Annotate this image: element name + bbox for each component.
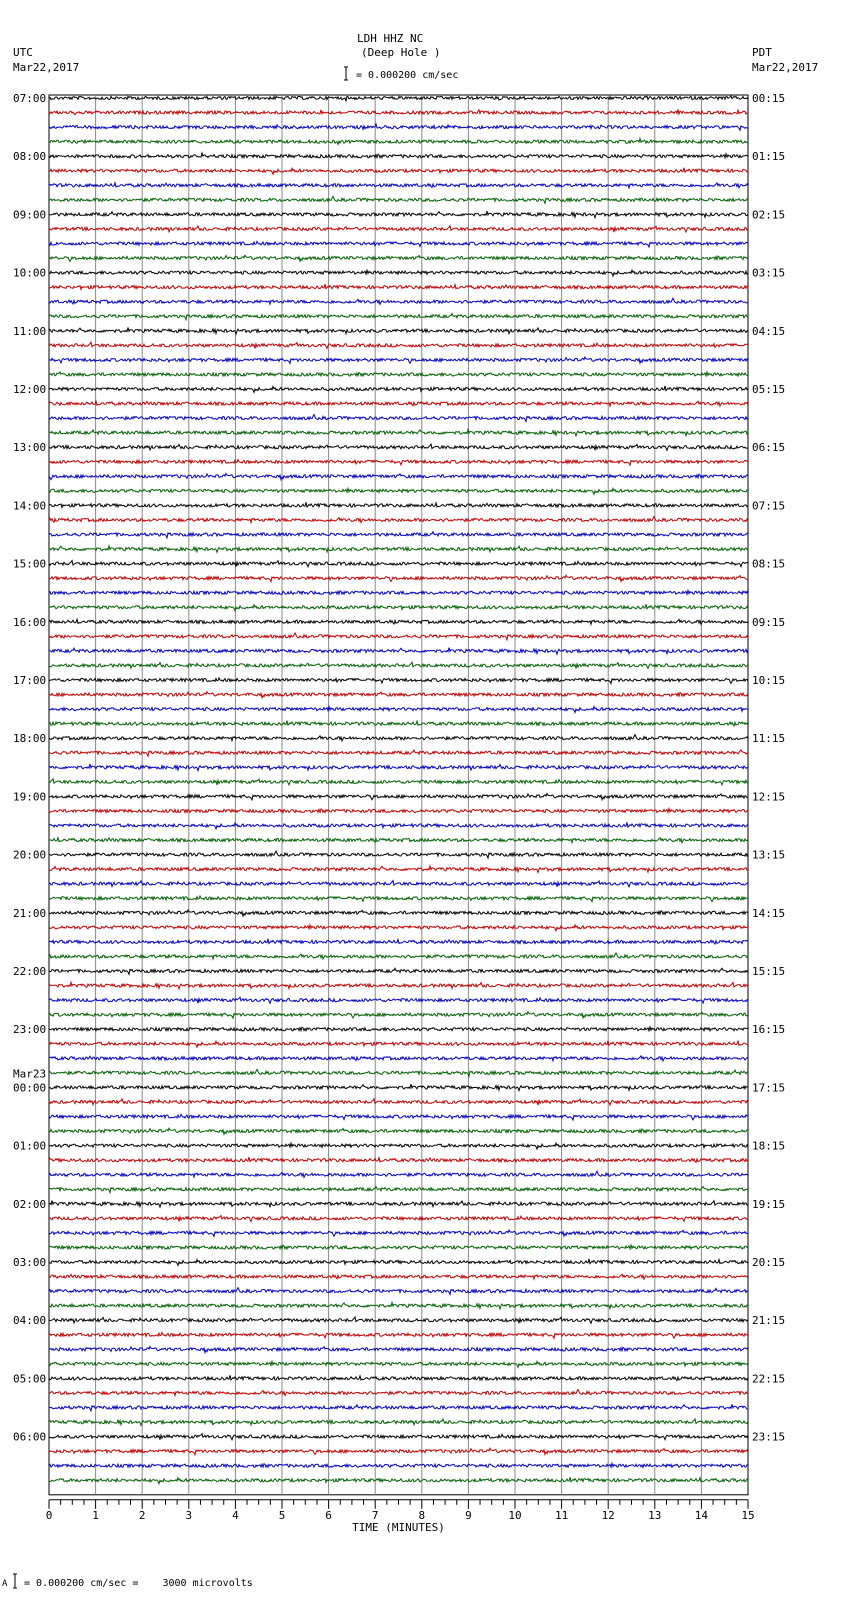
right-hour-label: 20:15	[752, 1256, 786, 1269]
trace-line	[49, 314, 748, 320]
trace-line	[49, 982, 748, 989]
footer-scale-prefix: A	[2, 1579, 8, 1589]
trace-line	[49, 692, 748, 698]
right-timezone: PDT	[752, 46, 772, 59]
scale-bars	[13, 67, 348, 1588]
trace-line	[49, 183, 748, 188]
trace-line	[49, 707, 748, 713]
trace-line	[49, 241, 748, 247]
plot-grid	[49, 95, 748, 1495]
trace-line	[49, 561, 748, 567]
right-hour-label: 18:15	[752, 1139, 786, 1153]
trace-line	[49, 401, 748, 406]
trace-line	[49, 124, 748, 130]
trace-line	[49, 779, 748, 785]
right-hour-label: 14:15	[752, 906, 786, 920]
trace-line	[49, 590, 748, 594]
trace-line	[49, 750, 748, 756]
trace-line	[49, 968, 748, 974]
left-hour-label: 20:00	[13, 848, 47, 862]
trace-line	[49, 881, 748, 887]
trace-line	[49, 1114, 748, 1120]
x-tick-label: 9	[465, 1508, 472, 1522]
trace-line	[49, 1230, 748, 1236]
right-hour-label: 01:15	[752, 150, 786, 164]
left-hour-label: 16:00	[13, 615, 47, 629]
left-hour-label: 04:00	[13, 1314, 47, 1328]
trace-line	[49, 139, 748, 145]
left-date: Mar22,2017	[13, 61, 80, 74]
left-hour-label: 21:00	[13, 906, 47, 920]
trace-line	[49, 1128, 748, 1134]
right-hour-label: 00:15	[752, 92, 786, 105]
left-hour-label: 17:00	[13, 674, 47, 687]
trace-line	[49, 953, 748, 959]
trace-line	[49, 1245, 748, 1249]
trace-line	[49, 1288, 748, 1295]
trace-line	[49, 735, 748, 741]
trace-line	[49, 1259, 748, 1266]
left-hour-label: 10:00	[13, 266, 47, 280]
trace-line	[49, 1099, 748, 1105]
left-hour-label: 18:00	[13, 732, 47, 746]
trace-line	[49, 488, 748, 494]
right-hour-label: 02:15	[752, 208, 786, 222]
x-axis	[46, 1500, 755, 1534]
trace-line	[49, 851, 748, 858]
left-hour-label: 07:00	[13, 92, 47, 105]
right-hour-label: 19:15	[752, 1197, 786, 1211]
trace-line	[49, 1361, 748, 1367]
trace-line	[49, 1056, 748, 1061]
trace-line	[49, 1143, 748, 1149]
right-hour-label: 11:15	[752, 732, 786, 746]
trace-line	[49, 386, 748, 393]
trace-line	[49, 517, 748, 523]
right-hour-label: 13:15	[752, 848, 786, 862]
left-hour-label: 22:00	[13, 965, 47, 978]
trace-line	[49, 1390, 748, 1396]
trace-line	[49, 910, 748, 916]
trace-line	[49, 678, 748, 684]
trace-line	[49, 721, 748, 726]
trace-line	[49, 1347, 748, 1353]
left-hour-label: 08:00	[13, 150, 47, 164]
left-hour-label: 19:00	[13, 790, 47, 804]
trace-line	[49, 372, 748, 376]
trace-line	[49, 809, 748, 813]
left-hour-label: 14:00	[13, 499, 47, 513]
trace-line	[49, 1375, 748, 1380]
trace-line	[49, 648, 748, 655]
scale-label: = 0.000200 cm/sec	[356, 70, 459, 81]
left-hour-label: 15:00	[13, 557, 47, 571]
x-tick-label: 10	[508, 1508, 522, 1522]
trace-line	[49, 196, 748, 203]
trace-line	[49, 255, 748, 261]
trace-line	[49, 1012, 748, 1018]
x-tick-label: 3	[185, 1508, 193, 1522]
trace-line	[49, 357, 748, 363]
trace-line	[49, 1069, 748, 1076]
right-hour-label: 17:15	[752, 1081, 786, 1095]
left-hour-label: 13:00	[13, 441, 47, 455]
x-tick-label: 6	[325, 1508, 332, 1522]
trace-line	[49, 1419, 748, 1425]
trace-line	[49, 546, 748, 553]
right-hour-label: 05:15	[752, 383, 786, 396]
right-hour-label: 04:15	[752, 324, 786, 338]
station-title: LDH HHZ NC	[357, 32, 424, 45]
right-hour-label: 03:15	[752, 266, 786, 280]
right-hour-label: 10:15	[752, 674, 786, 687]
x-axis-title: TIME (MINUTES)	[352, 1520, 445, 1534]
trace-line	[49, 866, 748, 873]
x-tick-label: 8	[418, 1508, 426, 1522]
trace-line	[49, 1463, 748, 1467]
left-hour-label: 02:00	[13, 1197, 47, 1211]
trace-line	[49, 415, 748, 422]
right-hour-label: 09:15	[752, 615, 786, 629]
trace-line	[49, 1027, 748, 1031]
trace-line	[49, 1448, 748, 1454]
x-tick-label: 13	[648, 1508, 662, 1522]
right-hour-label: 07:15	[752, 499, 786, 513]
left-hour-label: 11:00	[13, 324, 47, 338]
trace-line	[49, 298, 748, 304]
trace-line	[49, 474, 748, 480]
x-tick-label: 15	[741, 1508, 755, 1522]
right-hour-label: 22:15	[752, 1372, 786, 1386]
trace-line	[49, 1201, 748, 1208]
x-tick-label: 4	[232, 1508, 239, 1522]
right-hour-label: 23:15	[752, 1430, 786, 1444]
x-tick-label: 7	[371, 1508, 379, 1522]
trace-line	[49, 896, 748, 902]
left-hour-label: 06:00	[13, 1430, 47, 1444]
trace-line	[49, 1434, 748, 1440]
trace-line	[49, 633, 748, 640]
left-hour-label: 12:00	[13, 383, 47, 396]
trace-line	[49, 1084, 748, 1091]
right-hour-label: 16:15	[752, 1023, 786, 1037]
date-change-label: Mar23	[13, 1067, 47, 1081]
trace-line	[49, 460, 748, 466]
trace-line	[49, 1302, 748, 1309]
trace-group	[49, 96, 748, 1484]
trace-line	[49, 153, 748, 158]
right-hour-label: 21:15	[752, 1314, 786, 1328]
site-name: (Deep Hole )	[361, 46, 441, 59]
trace-line	[49, 1317, 748, 1323]
trace-line	[49, 429, 748, 436]
plot-frame	[49, 95, 748, 1495]
trace-line	[49, 619, 748, 624]
x-tick-label: 14	[694, 1508, 709, 1522]
trace-line	[49, 822, 748, 829]
x-tick-label: 1	[92, 1508, 99, 1522]
trace-line	[49, 662, 748, 668]
left-hour-label: 05:00	[13, 1372, 47, 1386]
trace-line	[49, 1274, 748, 1279]
trace-line	[49, 1404, 748, 1411]
left-hour-label: 09:00	[13, 208, 47, 222]
trace-line	[49, 764, 748, 771]
trace-line	[49, 284, 748, 289]
trace-line	[49, 997, 748, 1003]
trace-line	[49, 1041, 748, 1048]
left-timezone: UTC	[13, 46, 33, 59]
trace-line	[49, 1171, 748, 1177]
trace-line	[49, 96, 748, 102]
trace-line	[49, 1333, 748, 1339]
trace-line	[49, 328, 748, 335]
trace-line	[49, 794, 748, 800]
trace-line	[49, 211, 748, 218]
trace-line	[49, 502, 748, 507]
right-hour-label: 06:15	[752, 441, 786, 455]
trace-line	[49, 1187, 748, 1193]
left-hour-label: 03:00	[13, 1256, 47, 1269]
trace-line	[49, 925, 748, 931]
x-tick-label: 5	[278, 1508, 286, 1522]
trace-line	[49, 1157, 748, 1162]
x-tick-label: 2	[138, 1508, 146, 1522]
trace-line	[49, 226, 748, 232]
trace-line	[49, 838, 748, 843]
trace-line	[49, 532, 748, 538]
trace-line	[49, 604, 748, 611]
right-hour-label: 15:15	[752, 965, 786, 978]
trace-line	[49, 109, 748, 114]
trace-line	[49, 1216, 748, 1222]
trace-line	[49, 575, 748, 581]
x-tick-label: 11	[554, 1508, 569, 1522]
trace-line	[49, 1477, 748, 1484]
trace-line	[49, 342, 748, 348]
x-tick-label: 12	[601, 1508, 615, 1522]
trace-line	[49, 939, 748, 944]
trace-line	[49, 444, 748, 450]
right-hour-label: 08:15	[752, 557, 786, 571]
right-date: Mar22,2017	[752, 61, 819, 74]
left-hour-label: 00:00	[13, 1081, 47, 1095]
trace-line	[49, 168, 748, 175]
trace-line	[49, 270, 748, 276]
right-hour-label: 12:15	[752, 790, 786, 804]
left-hour-label: 23:00	[13, 1023, 47, 1037]
x-tick-label: 0	[45, 1508, 53, 1522]
footer-scale-label: = 0.000200 cm/sec = 3000 microvolts	[24, 1578, 253, 1589]
left-hour-label: 01:00	[13, 1139, 47, 1153]
